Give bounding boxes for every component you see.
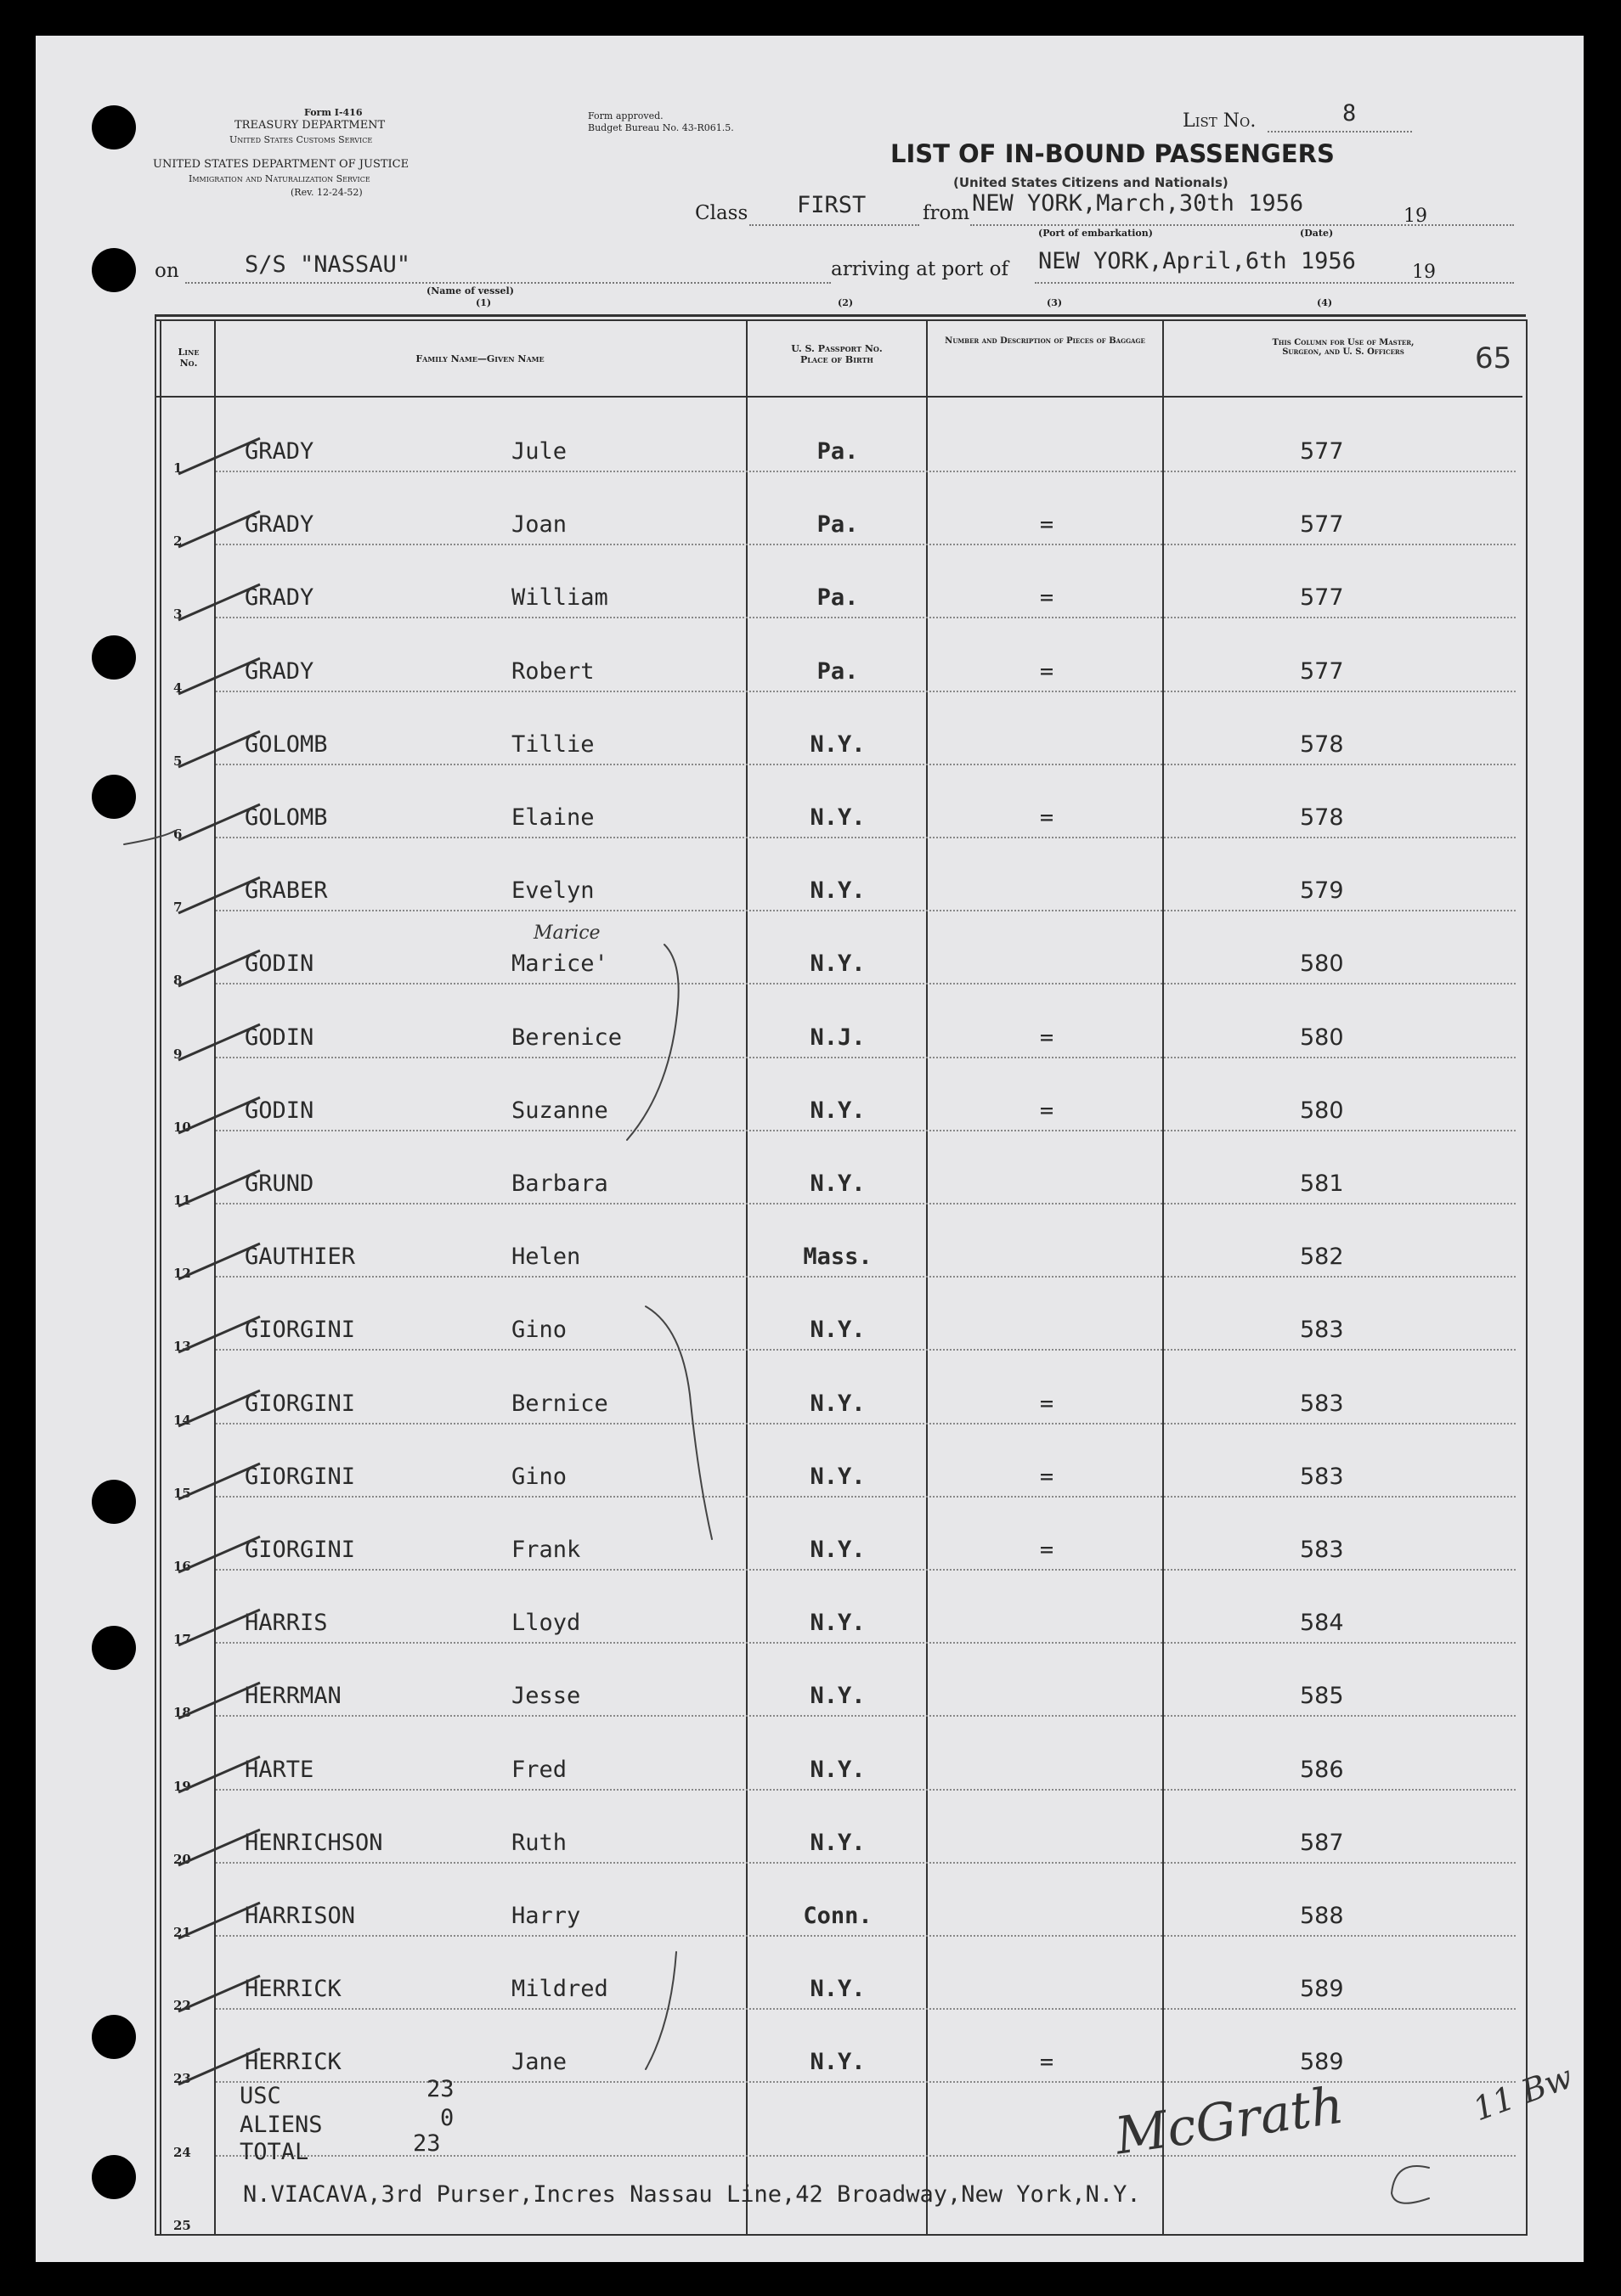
row-line-no: 21 <box>173 1925 191 1940</box>
pencil-marks <box>36 36 1584 2262</box>
row-line-no: 9 <box>173 1046 183 1062</box>
row-line-no: 23 <box>173 2071 191 2087</box>
revision-label: (Rev. 12-24-52) <box>291 187 363 198</box>
justice-label: UNITED STATES DEPARTMENT OF JUSTICE <box>153 158 409 171</box>
page-number: 65 <box>1475 341 1512 375</box>
row-family-name: GRADY <box>245 657 314 685</box>
row-given-name: Helen <box>511 1244 581 1271</box>
row-officer-no: 584 <box>1300 1610 1344 1637</box>
row-place-of-birth: Pa. <box>816 511 859 539</box>
row-officer-no: 579 <box>1300 877 1344 905</box>
row-line-no: 19 <box>173 1778 191 1794</box>
header-name: Family Name—Given Name <box>415 353 545 364</box>
document-sheet <box>36 36 1584 2262</box>
row-baggage: = <box>1039 2049 1054 2076</box>
row-baggage: = <box>1039 1390 1054 1417</box>
row-family-name: HERRMAN <box>245 1683 342 1710</box>
row-given-name: Barbara <box>511 1171 608 1197</box>
row-line-no: 13 <box>173 1339 191 1355</box>
treasury-label: TREASURY DEPARTMENT <box>234 119 386 132</box>
row-officer-no: 585 <box>1300 1683 1344 1710</box>
row-officer-no: 583 <box>1300 1463 1344 1490</box>
row-family-name: GAUTHIER <box>245 1244 356 1271</box>
row-place-of-birth: N.Y. <box>810 1537 866 1563</box>
row-officer-no: 582 <box>1300 1244 1344 1271</box>
row-officer-no: 581 <box>1300 1171 1344 1197</box>
row-family-name: HENRICHSON <box>245 1829 383 1856</box>
row-family-name: HERRICK <box>245 1976 342 2003</box>
header-line-no: Line No. <box>178 347 200 369</box>
row-place-of-birth: N.Y. <box>810 731 866 758</box>
row-line-no: 3 <box>173 606 183 623</box>
row-baggage: = <box>1039 657 1054 685</box>
row-family-name: GOLOMB <box>245 731 328 758</box>
row-place-of-birth: N.J. <box>810 1024 866 1051</box>
ins-label: Immigration and Naturalization Service <box>189 173 370 184</box>
row-officer-no: 588 <box>1300 1903 1344 1929</box>
row-place-of-birth: N.Y. <box>810 2049 866 2076</box>
row-given-name: Joan <box>511 511 568 539</box>
row-baggage: = <box>1039 804 1054 831</box>
row-family-name: GRADY <box>245 438 314 465</box>
row-family-name: GODIN <box>245 1097 314 1124</box>
row-officer-no: 580 <box>1300 1097 1344 1124</box>
vessel-caption: (Name of vessel) <box>426 285 514 296</box>
row-place-of-birth: N.Y. <box>810 951 866 978</box>
total-value: 23 <box>413 2130 441 2157</box>
row-family-name: GIORGINI <box>245 1317 356 1344</box>
row-line-no: 11 <box>173 1193 191 1208</box>
row-officer-no: 577 <box>1300 438 1344 465</box>
form-approved: Form approved. <box>588 110 664 121</box>
row-given-name: Gino <box>511 1317 568 1344</box>
row-officer-no: 583 <box>1300 1390 1344 1417</box>
row-place-of-birth: N.Y. <box>810 1463 866 1490</box>
row-place-of-birth: Mass. <box>803 1244 873 1271</box>
row-given-name: Jule <box>511 438 568 465</box>
row-given-name: Berenice <box>511 1024 623 1051</box>
row-given-name: Tillie <box>511 731 595 758</box>
row-family-name: GRADY <box>245 584 314 612</box>
list-no-value: 8 <box>1342 100 1357 127</box>
row-place-of-birth: N.Y. <box>810 1683 866 1710</box>
usc-label: USC <box>240 2083 281 2109</box>
row-given-name: Robert <box>511 657 595 685</box>
vessel-value: S/S "NASSAU" <box>245 251 411 278</box>
row-family-name: HARTE <box>245 1756 314 1783</box>
row-officer-no: 577 <box>1300 584 1344 612</box>
row-baggage: = <box>1039 511 1054 539</box>
header-baggage: Number and Description of Pieces of Baggage <box>945 336 1145 346</box>
budget-bureau: Budget Bureau No. 43-R061.5. <box>588 122 734 133</box>
on-label: on <box>155 260 179 282</box>
row-place-of-birth: N.Y. <box>810 1610 866 1637</box>
row-given-name: Frank <box>511 1537 581 1563</box>
header-officers: This Column for Use of Master, Surgeon, and U. S. Officers <box>1272 338 1415 357</box>
row-line-no: 10 <box>173 1119 191 1135</box>
row-place-of-birth: N.Y. <box>810 1756 866 1783</box>
row-given-name: William <box>511 584 608 612</box>
aliens-value: 0 <box>440 2105 455 2131</box>
row-officer-no: 589 <box>1300 1976 1344 2003</box>
row-officer-no: 577 <box>1300 657 1344 685</box>
class-label: Class <box>695 202 748 224</box>
handwritten-initials: 11 Bw <box>1468 2057 1578 2129</box>
arriving-label: arriving at port of <box>831 258 1008 280</box>
purser-line: N.VIACAVA,3rd Purser,Incres Nassau Line,42 Broadway,New York,N.Y. <box>243 2181 1141 2208</box>
from-value: NEW YORK,March,30th 1956 <box>972 190 1304 217</box>
row-family-name: GRADY <box>245 511 314 539</box>
row-officer-no: 583 <box>1300 1317 1344 1344</box>
row-line-no: 15 <box>173 1485 191 1501</box>
row-family-name: GOLOMB <box>245 804 328 831</box>
row-given-name: Marice' <box>511 951 608 978</box>
row-place-of-birth: N.Y. <box>810 1976 866 2003</box>
row-line-no: 5 <box>173 753 183 769</box>
row-officer-no: 580 <box>1300 951 1344 978</box>
year-suffix: 19 <box>1404 206 1427 227</box>
row-line-no: 20 <box>173 1851 191 1867</box>
row-place-of-birth: Pa. <box>816 438 859 465</box>
row-family-name: GODIN <box>245 1024 314 1051</box>
row-given-name: Ruth <box>511 1829 568 1856</box>
col3-number: (3) <box>1047 297 1063 308</box>
year-suffix-2: 19 <box>1412 262 1436 283</box>
list-no-label: List No. <box>1183 110 1257 132</box>
page-subtitle: (United States Citizens and Nationals) <box>953 175 1228 190</box>
marice-correction: Marice <box>534 922 601 944</box>
row-given-name: Harry <box>511 1903 581 1929</box>
date-caption: (Date) <box>1300 228 1334 239</box>
row-family-name: GIORGINI <box>245 1390 356 1417</box>
row-place-of-birth: N.Y. <box>810 877 866 905</box>
row-place-of-birth: Pa. <box>816 657 859 685</box>
row-line-no: 2 <box>173 533 183 550</box>
row-place-of-birth: N.Y. <box>810 1171 866 1197</box>
row-given-name: Mildred <box>511 1976 608 2003</box>
row-officer-no: 589 <box>1300 2049 1344 2076</box>
row-line-no: 16 <box>173 1559 191 1574</box>
row-family-name: HARRISON <box>245 1903 356 1929</box>
row-place-of-birth: N.Y. <box>810 1317 866 1344</box>
row-family-name: GIORGINI <box>245 1537 356 1563</box>
row-line-no: 1 <box>173 460 183 476</box>
row-officer-no: 578 <box>1300 804 1344 831</box>
row-given-name: Fred <box>511 1756 568 1783</box>
col1-number: (1) <box>476 297 492 308</box>
total-label: TOTAL <box>240 2139 309 2165</box>
row-given-name: Evelyn <box>511 877 595 905</box>
from-label: from <box>923 202 970 224</box>
row-line-no: 14 <box>173 1412 191 1428</box>
signature: McGrath <box>1111 2075 1347 2167</box>
row-line-no: 4 <box>173 680 183 696</box>
row-baggage: = <box>1039 584 1054 612</box>
row-baggage: = <box>1039 1024 1054 1051</box>
row-officer-no: 586 <box>1300 1756 1344 1783</box>
row-line-no: 7 <box>173 900 183 916</box>
row-baggage: = <box>1039 1097 1054 1124</box>
row-family-name: GIORGINI <box>245 1463 356 1490</box>
row-given-name: Lloyd <box>511 1610 581 1637</box>
row-line-no: 6 <box>173 826 183 842</box>
row-family-name: GRABER <box>245 877 328 905</box>
row-place-of-birth: N.Y. <box>810 1390 866 1417</box>
row-given-name: Jesse <box>511 1683 581 1710</box>
row-baggage: = <box>1039 1463 1054 1490</box>
row-line-no: 24 <box>173 2144 191 2160</box>
row-family-name: HARRIS <box>245 1610 328 1637</box>
class-value: FIRST <box>797 192 867 218</box>
port-caption: (Port of embarkation) <box>1038 228 1153 239</box>
row-family-name: GODIN <box>245 951 314 978</box>
row-officer-no: 580 <box>1300 1024 1344 1051</box>
row-line-no: 17 <box>173 1632 191 1648</box>
row-line-no: 18 <box>173 1705 191 1721</box>
arriving-value: NEW YORK,April,6th 1956 <box>1038 248 1356 274</box>
row-officer-no: 583 <box>1300 1537 1344 1563</box>
row-place-of-birth: Conn. <box>803 1903 873 1929</box>
col4-number: (4) <box>1317 297 1333 308</box>
row-place-of-birth: Pa. <box>816 584 859 612</box>
page-title: LIST OF IN-BOUND PASSENGERS <box>890 139 1335 168</box>
col2-number: (2) <box>838 297 854 308</box>
row-given-name: Jane <box>511 2049 568 2076</box>
row-given-name: Gino <box>511 1463 568 1490</box>
customs-label: United States Customs Service <box>229 134 373 145</box>
row-baggage: = <box>1039 1537 1054 1563</box>
row-given-name: Bernice <box>511 1390 608 1417</box>
usc-value: 23 <box>426 2076 455 2102</box>
row-place-of-birth: N.Y. <box>810 1097 866 1124</box>
row-place-of-birth: N.Y. <box>810 804 866 831</box>
row-officer-no: 577 <box>1300 511 1344 539</box>
header-passport: U. S. Passport No. Place of Birth <box>791 343 883 365</box>
row-line-no: 8 <box>173 973 183 989</box>
row-officer-no: 587 <box>1300 1829 1344 1856</box>
aliens-label: ALIENS <box>240 2112 323 2138</box>
row-family-name: GRUND <box>245 1171 314 1197</box>
row-officer-no: 578 <box>1300 731 1344 758</box>
row-place-of-birth: N.Y. <box>810 1829 866 1856</box>
row-line-no: 22 <box>173 1998 191 2014</box>
row-given-name: Elaine <box>511 804 595 831</box>
form-number: Form I-416 <box>304 107 363 118</box>
row-given-name: Suzanne <box>511 1097 608 1124</box>
row-line-no: 12 <box>173 1266 191 1282</box>
row-line-no: 25 <box>173 2217 191 2233</box>
row-family-name: HERRICK <box>245 2049 342 2076</box>
